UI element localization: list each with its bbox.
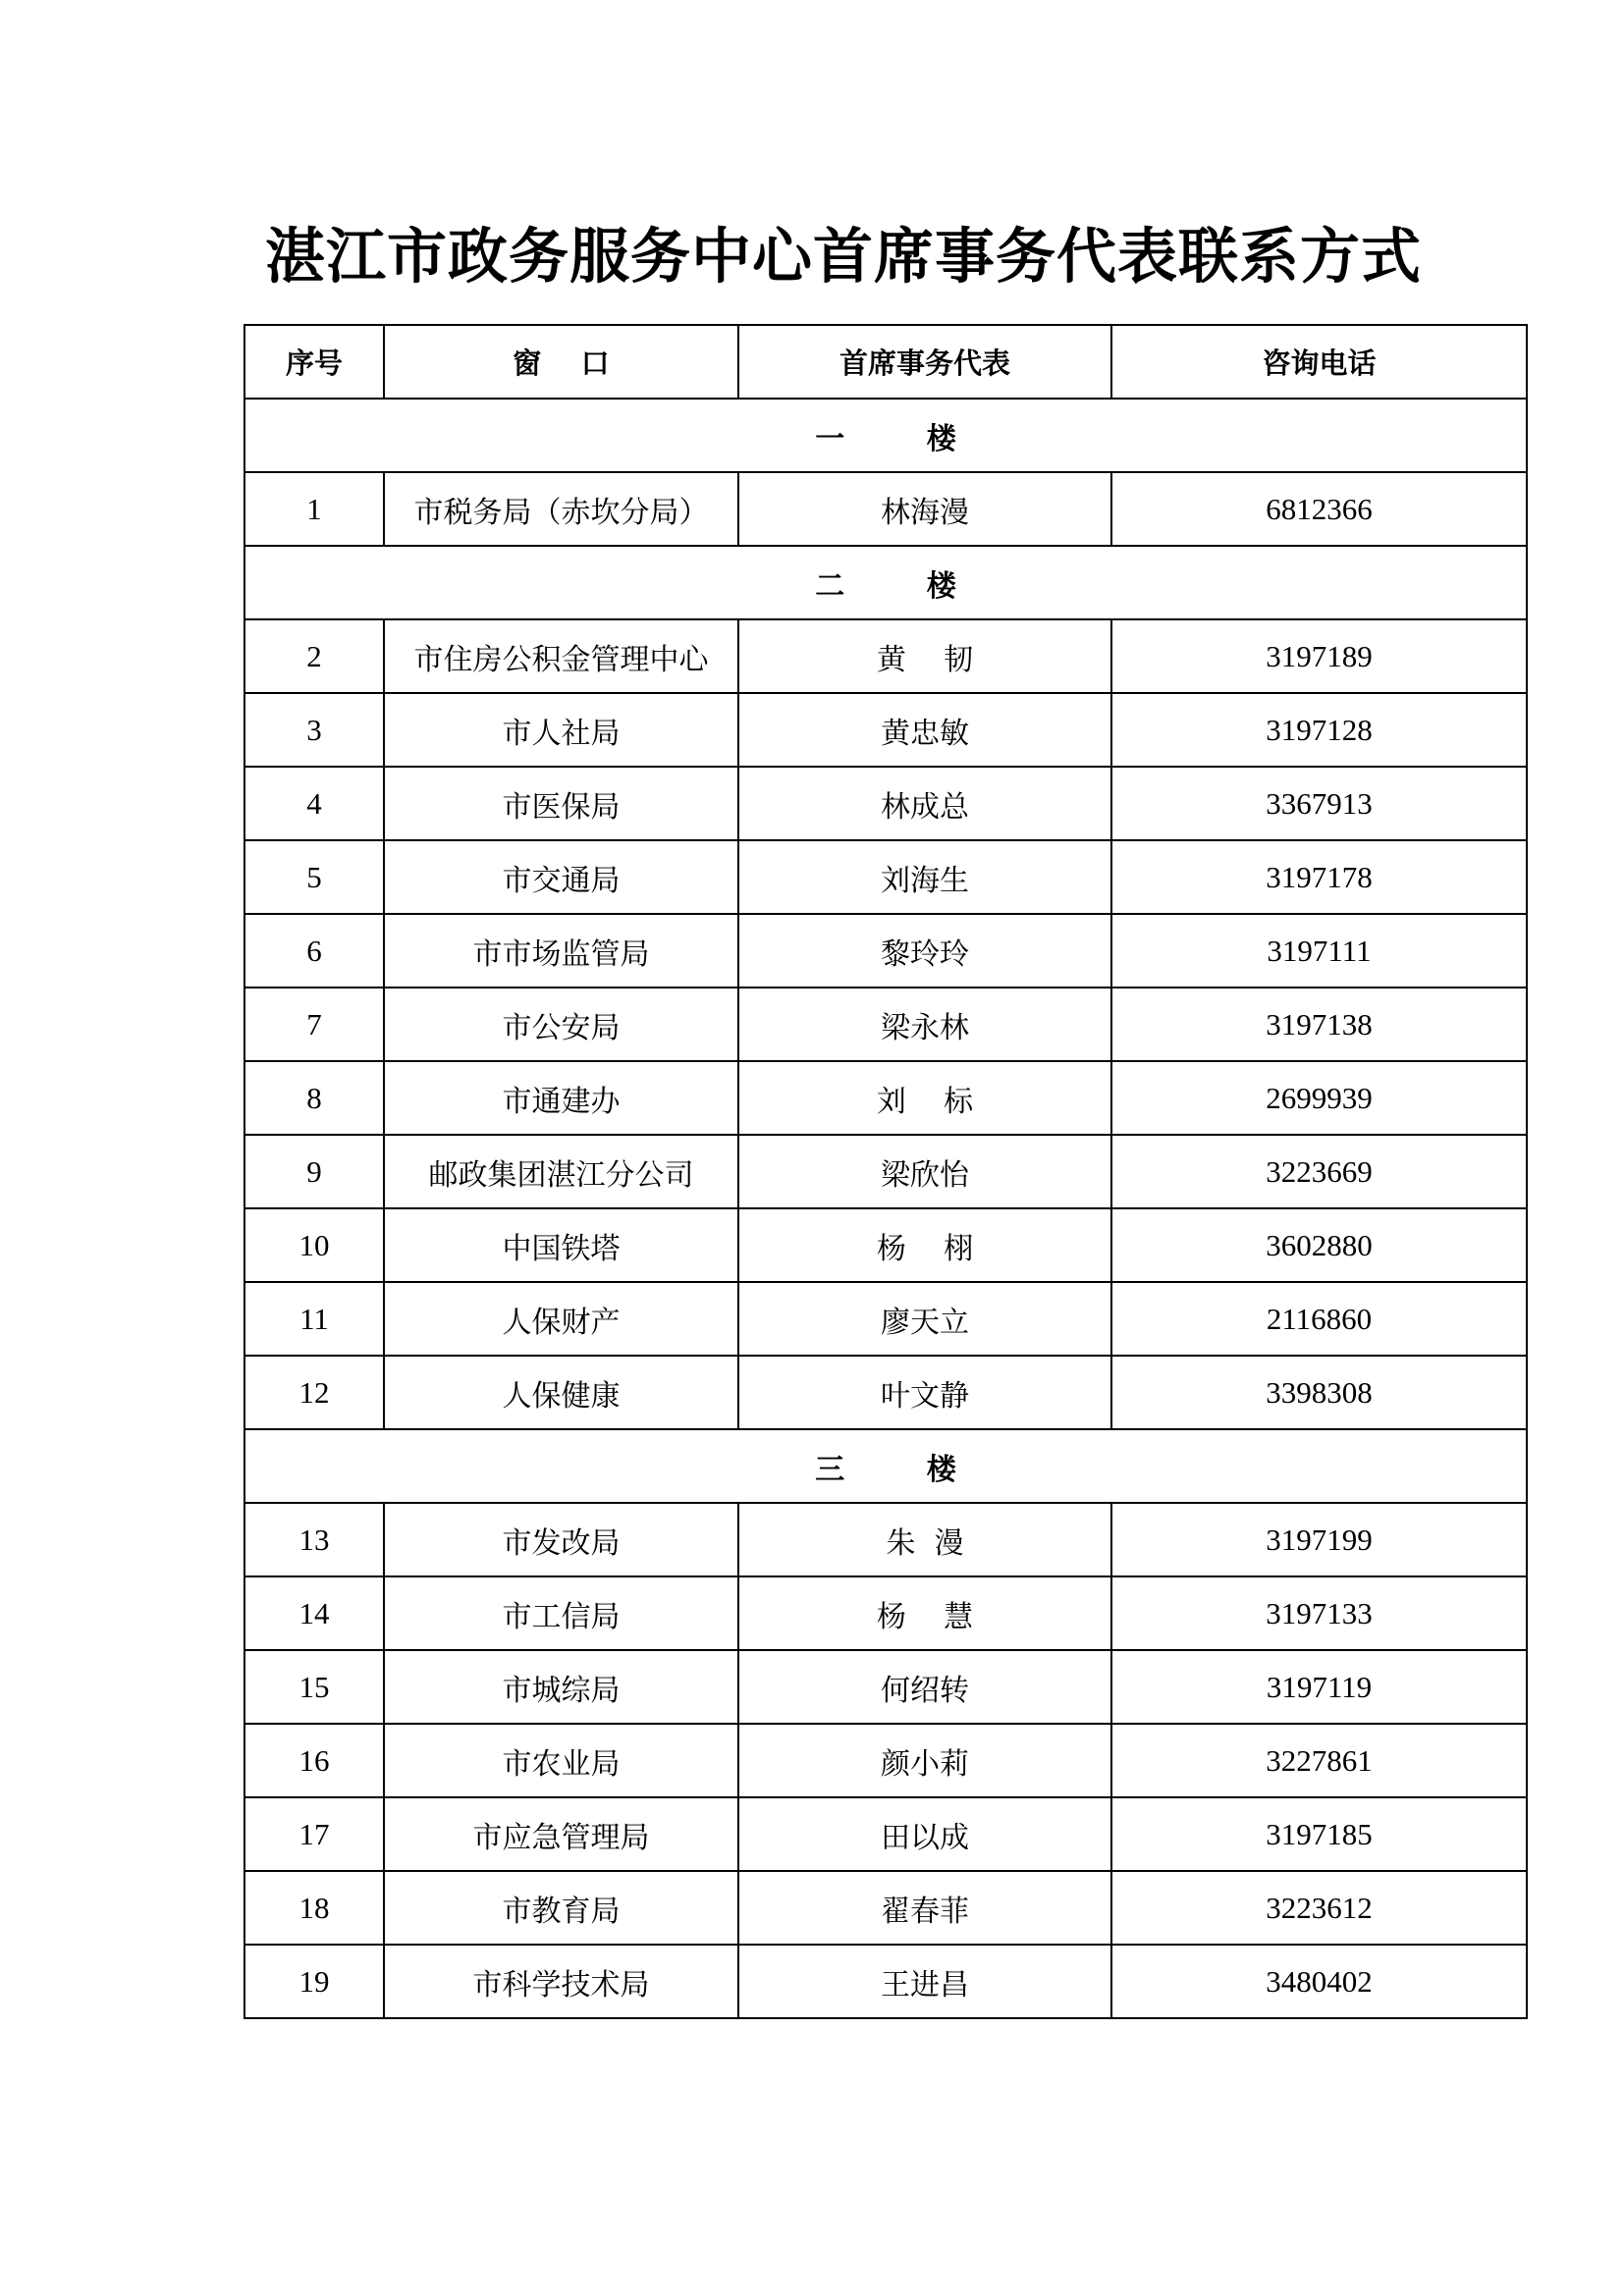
table-row	[244, 1724, 1527, 1797]
table-body	[244, 399, 1527, 2018]
window-name: 人保健康	[384, 1356, 738, 1429]
phone-number: 3480402	[1111, 1945, 1527, 2018]
table-row	[244, 1576, 1527, 1650]
table-row	[244, 1871, 1527, 1945]
table-row	[244, 693, 1527, 767]
phone-number: 2699939	[1111, 1061, 1527, 1135]
floor-label: 三 楼	[244, 1429, 1527, 1503]
window-name: 市交通局	[384, 840, 738, 914]
window-name: 市城综局	[384, 1650, 738, 1724]
window-name: 市发改局	[384, 1503, 738, 1576]
table-row	[244, 1503, 1527, 1576]
representative-name: 翟春菲	[738, 1871, 1111, 1945]
window-name: 市市场监管局	[384, 914, 738, 988]
window-name: 市工信局	[384, 1576, 738, 1650]
window-name: 市科学技术局	[384, 1945, 738, 2018]
window-name: 市税务局（赤坎分局）	[384, 472, 738, 546]
representative-name: 刘 标	[738, 1061, 1111, 1135]
row-number: 2	[244, 619, 384, 693]
window-name: 市公安局	[384, 988, 738, 1061]
phone-number: 6812366	[1111, 472, 1527, 546]
phone-number: 3197178	[1111, 840, 1527, 914]
representative-name: 梁永林	[738, 988, 1111, 1061]
table-row	[244, 1208, 1527, 1282]
representative-name: 林海漫	[738, 472, 1111, 546]
representative-name: 刘海生	[738, 840, 1111, 914]
row-number: 9	[244, 1135, 384, 1208]
representative-name: 黄 韧	[738, 619, 1111, 693]
phone-number: 3197111	[1111, 914, 1527, 988]
table-row	[244, 1061, 1527, 1135]
phone-number: 3223669	[1111, 1135, 1527, 1208]
row-number: 5	[244, 840, 384, 914]
phone-number: 3197199	[1111, 1503, 1527, 1576]
table-row	[244, 914, 1527, 988]
phone-number: 3227861	[1111, 1724, 1527, 1797]
table-row	[244, 1356, 1527, 1429]
phone-number: 3197128	[1111, 693, 1527, 767]
row-number: 15	[244, 1650, 384, 1724]
window-name: 市人社局	[384, 693, 738, 767]
header-window: 窗 口	[384, 325, 738, 399]
table-row	[244, 988, 1527, 1061]
window-name: 市通建办	[384, 1061, 738, 1135]
floor-row	[244, 399, 1527, 472]
row-number: 4	[244, 767, 384, 840]
representative-name: 何绍转	[738, 1650, 1111, 1724]
row-number: 18	[244, 1871, 384, 1945]
phone-number: 3223612	[1111, 1871, 1527, 1945]
phone-number: 3367913	[1111, 767, 1527, 840]
phone-number: 3197189	[1111, 619, 1527, 693]
row-number: 17	[244, 1797, 384, 1871]
phone-number: 3197185	[1111, 1797, 1527, 1871]
window-name: 市教育局	[384, 1871, 738, 1945]
document-title: 湛江市政务服务中心首席事务代表联系方式	[264, 222, 1422, 292]
table-row	[244, 1945, 1527, 2018]
window-name: 市住房公积金管理中心	[384, 619, 738, 693]
representative-name: 杨 慧	[738, 1576, 1111, 1650]
table-row	[244, 1282, 1527, 1356]
header-rep: 首席事务代表	[738, 325, 1111, 399]
representative-name: 林成总	[738, 767, 1111, 840]
representative-name: 黎玲玲	[738, 914, 1111, 988]
row-number: 1	[244, 472, 384, 546]
table-row	[244, 840, 1527, 914]
floor-row	[244, 546, 1527, 619]
representative-name: 杨 栩	[738, 1208, 1111, 1282]
representative-name: 王进昌	[738, 1945, 1111, 2018]
phone-number: 3197133	[1111, 1576, 1527, 1650]
floor-row	[244, 1429, 1527, 1503]
representative-name: 廖天立	[738, 1282, 1111, 1356]
contact-table	[243, 324, 1528, 2019]
window-name: 邮政集团湛江分公司	[384, 1135, 738, 1208]
row-number: 8	[244, 1061, 384, 1135]
row-number: 12	[244, 1356, 384, 1429]
phone-number: 3398308	[1111, 1356, 1527, 1429]
row-number: 14	[244, 1576, 384, 1650]
table-row	[244, 1650, 1527, 1724]
header-phone: 咨询电话	[1111, 325, 1527, 399]
row-number: 10	[244, 1208, 384, 1282]
header-no: 序号	[244, 325, 384, 399]
row-number: 16	[244, 1724, 384, 1797]
floor-label: 二 楼	[244, 546, 1527, 619]
window-name: 市农业局	[384, 1724, 738, 1797]
table-row	[244, 767, 1527, 840]
phone-number: 3602880	[1111, 1208, 1527, 1282]
phone-number: 3197138	[1111, 988, 1527, 1061]
representative-name: 颜小莉	[738, 1724, 1111, 1797]
window-name: 市医保局	[384, 767, 738, 840]
representative-name: 梁欣怡	[738, 1135, 1111, 1208]
row-number: 7	[244, 988, 384, 1061]
table-row	[244, 1797, 1527, 1871]
window-name: 市应急管理局	[384, 1797, 738, 1871]
row-number: 11	[244, 1282, 384, 1356]
representative-name: 黄忠敏	[738, 693, 1111, 767]
table-row	[244, 619, 1527, 693]
table-header-row	[244, 325, 1527, 399]
window-name: 人保财产	[384, 1282, 738, 1356]
representative-name: 田以成	[738, 1797, 1111, 1871]
floor-label: 一 楼	[244, 399, 1527, 472]
row-number: 3	[244, 693, 384, 767]
window-name: 中国铁塔	[384, 1208, 738, 1282]
table-row	[244, 472, 1527, 546]
representative-name: 叶文静	[738, 1356, 1111, 1429]
row-number: 6	[244, 914, 384, 988]
row-number: 19	[244, 1945, 384, 2018]
row-number: 13	[244, 1503, 384, 1576]
phone-number: 3197119	[1111, 1650, 1527, 1724]
table-row	[244, 1135, 1527, 1208]
phone-number: 2116860	[1111, 1282, 1527, 1356]
representative-name: 朱 漫	[738, 1503, 1111, 1576]
